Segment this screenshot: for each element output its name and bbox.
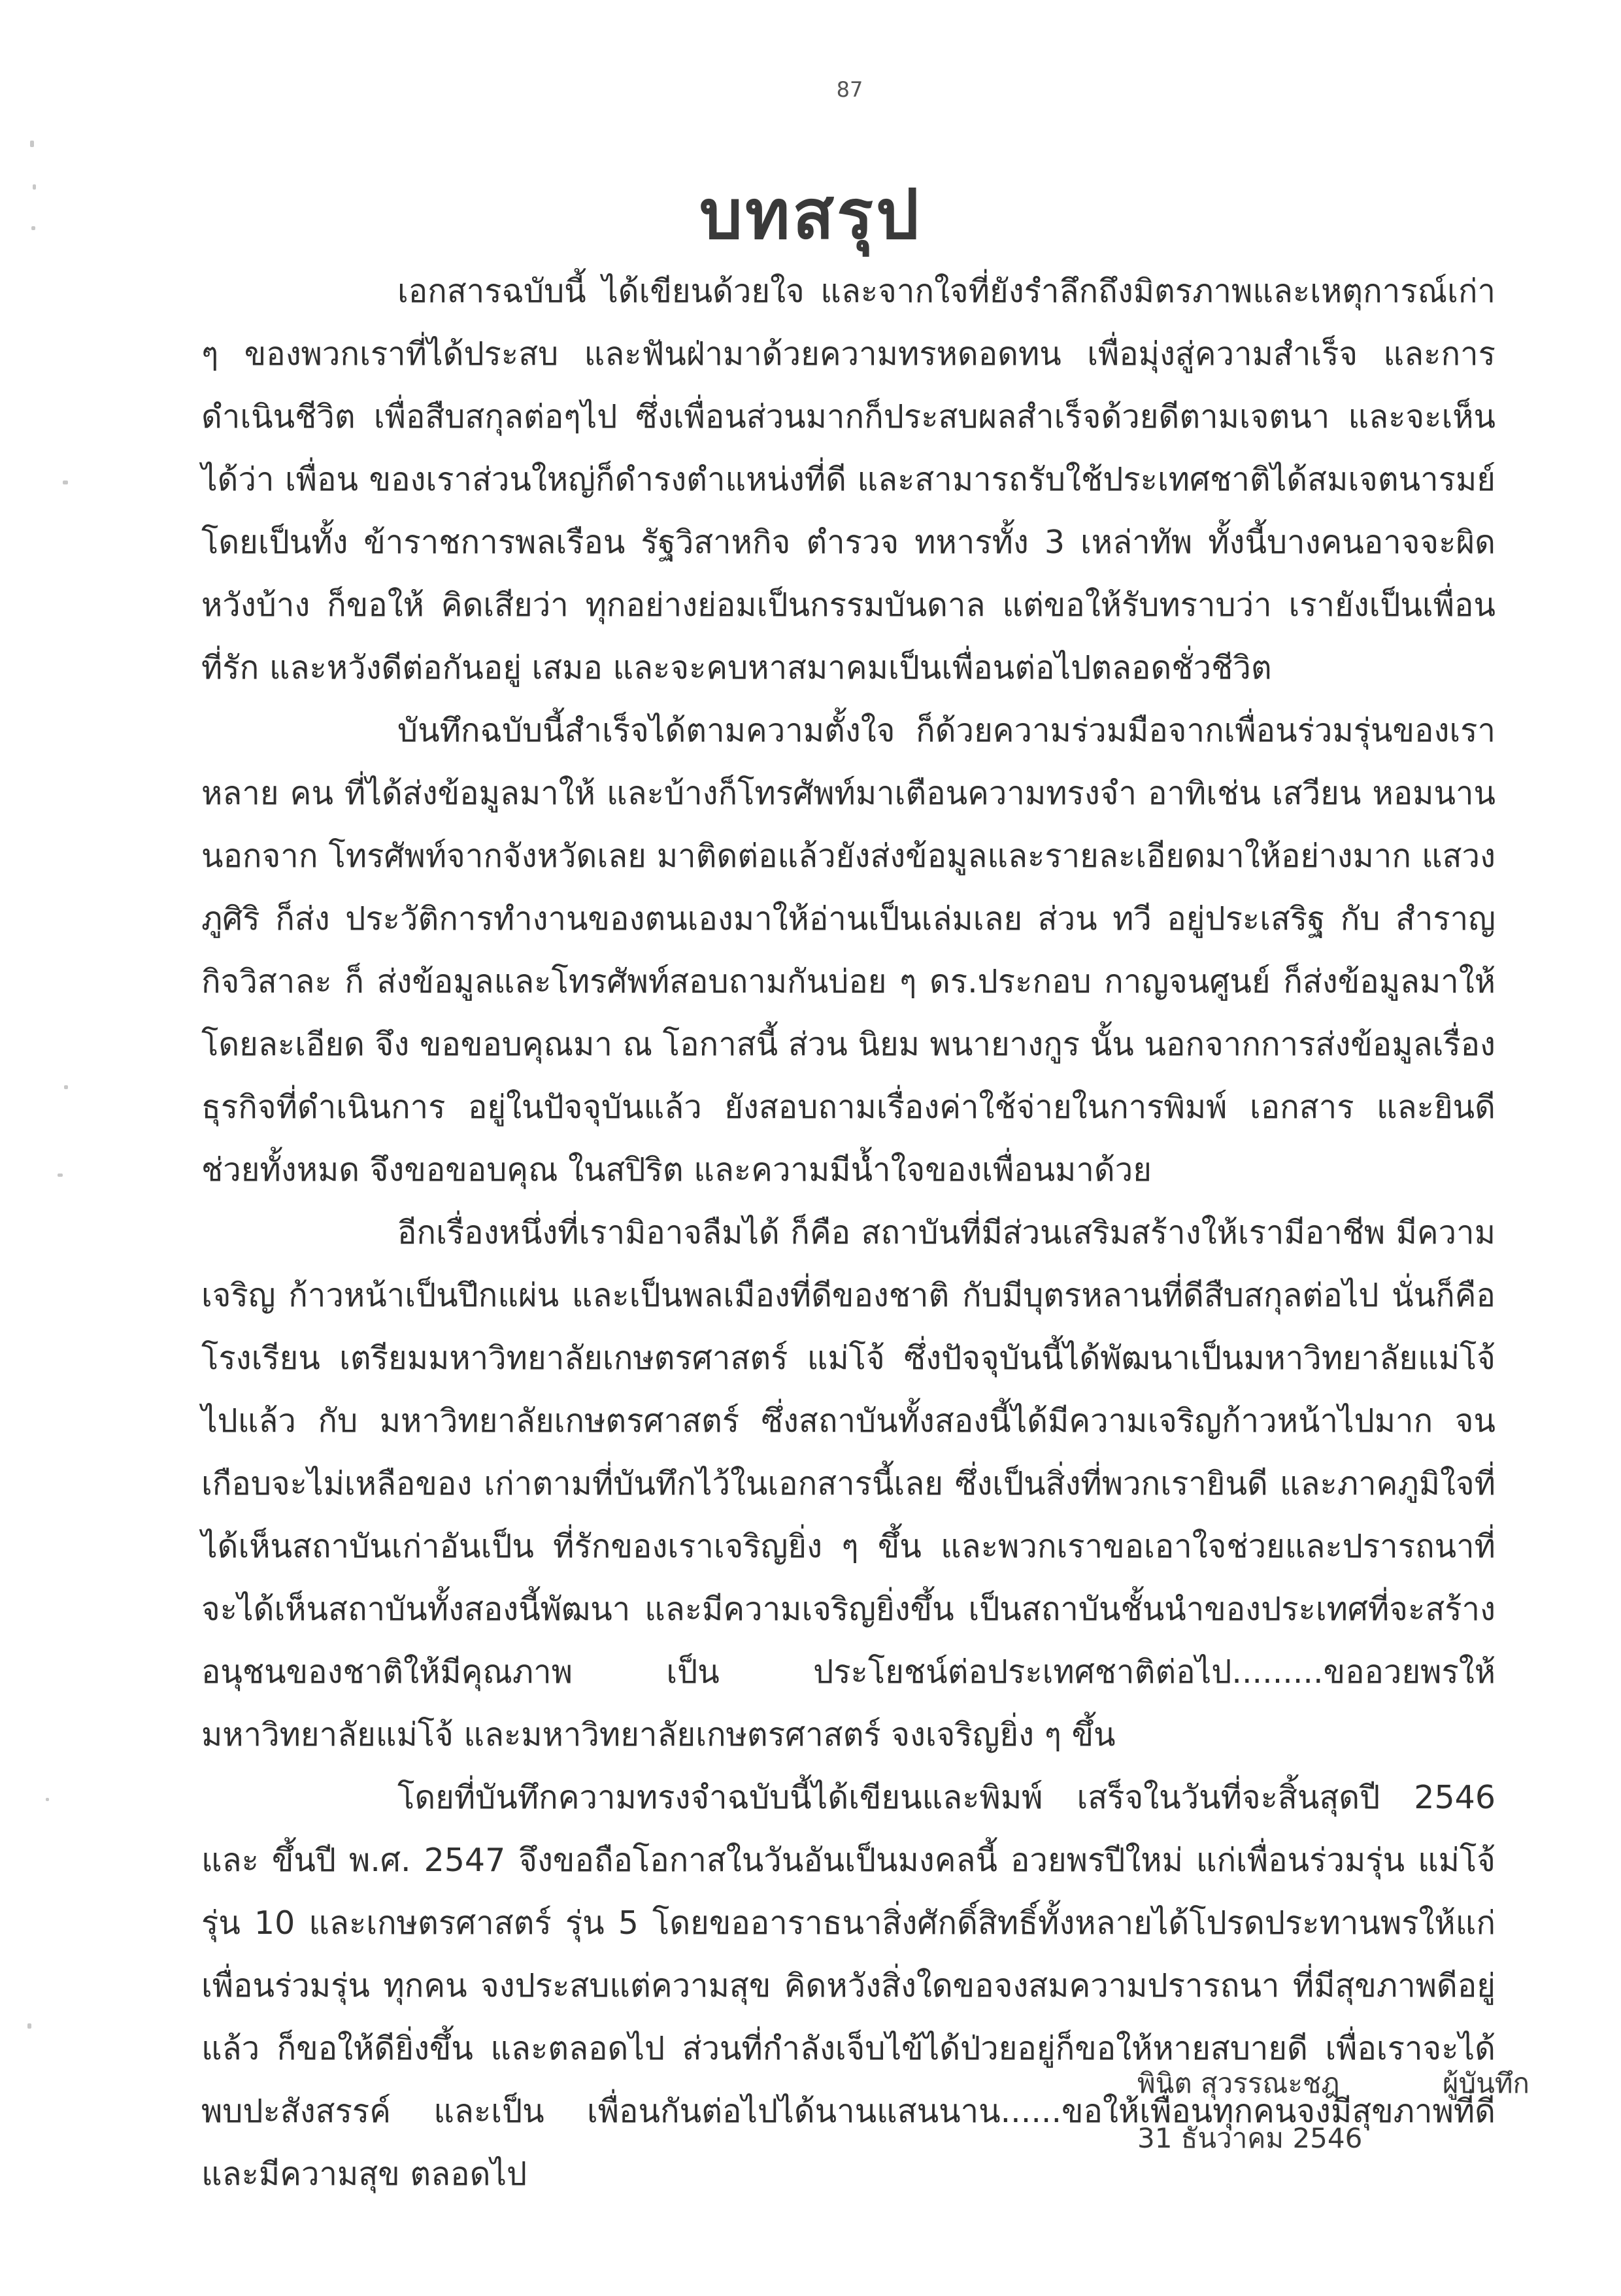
paragraph-2: บันทึกฉบับนี้สำเร็จได้ตามความตั้งใจ ก็ด้วยความร่วมมือจากเพื่อนร่วมรุ่นของเราหลาย คน ที่ได้ส่งข้อมูลมาให้ และบ้างก็โทรศัพท์มาเตือนความทรงจำ อาทิเช่น เสวียน หอมนาน นอกจาก โทรศัพท์จากจังหวัดเลย มาติดต่อแล้วยังส่งข้อมูลและรายละเอียดมาให้อย่างมาก แสวง ภูศิริ ก็ส่ง ประวัติการทำงานของตนเองมาให้อ่านเป็นเล่มเลย ส่วน ทวี อยู่ประเสริฐ กับ สำราญ กิจวิสาละ ก็ ส่งข้อมูลและโทรศัพท์สอบถามกันบ่อย ๆ ดร.ประกอบ กาญจนศูนย์ ก็ส่งข้อมูลมาให้โดยละเอียด จึง ขอขอบคุณมา ณ โอกาสนี้ ส่วน นิยม พนายางกูร นั้น นอกจากการส่งข้อมูลเรื่องธุรกิจที่ดำเนินการ อยู่ในปัจจุบันแล้ว ยังสอบถามเรื่องค่าใช้จ่ายในการพิมพ์ เอกสาร และยินดีช่วยทั้งหมด จึงขอขอบคุณ ในสปิริต และความมีน้ำใจของเพื่อนมาด้วย [201,712,1496,1189]
scan-speck [33,184,36,190]
signer-role: ผู้บันทึก [1442,2067,1529,2099]
scan-speck [64,1085,68,1089]
scan-speck [27,2023,31,2029]
scan-speck [31,226,35,230]
page-number: 87 [836,77,863,102]
scan-speck [58,1173,63,1177]
page-title: บทสรุป [699,175,922,254]
scan-speck [46,1798,49,1801]
document-body [201,260,1496,2206]
signature-date: 31 ธันวาคม 2546 [1137,2122,1363,2154]
paragraph-3: อีกเรื่องหนึ่งที่เรามิอาจลืมได้ ก็คือ สถาบันที่มีส่วนเสริมสร้างให้เรามีอาชีพ มีความเจริญ ก้าวหน้าเป็นปึกแผ่น และเป็นพลเมืองที่ดีของชาติ กับมีบุตรหลานที่ดีสืบสกุลต่อไป นั่นก็คือ โรงเรียน เตรียมมหาวิทยาลัยเกษตรศาสตร์ แม่โจ้ ซึ่งปัจจุบันนี้ได้พัฒนาเป็นมหาวิทยาลัยแม่โจ้ ไปแล้ว กับ มหาวิทยาลัยเกษตรศาสตร์ ซึ่งสถาบันทั้งสองนี้ได้มีความเจริญก้าวหน้าไปมาก จนเกือบจะไม่เหลือของ เก่าตามที่บันทึกไว้ในเอกสารนี้เลย ซึ่งเป็นสิ่งที่พวกเรายินดี และภาคภูมิใจที่ได้เห็นสถาบันเก่าอันเป็น ที่รักของเราเจริญยิ่ง ๆ ขึ้น และพวกเราขอเอาใจช่วยและปรารถนาที่จะได้เห็นสถาบันทั้งสองนี้พัฒนา และมีความเจริญยิ่งขึ้น เป็นสถาบันชั้นนำของประเทศที่จะสร้างอนุชนของชาติให้มีคุณภาพ เป็น ประโยชน์ต่อประเทศชาติต่อไป.........ขออวยพรให้มหาวิทยาลัยแม่โจ้ และมหาวิทยาลัยเกษตรศาสตร์ จงเจริญยิ่ง ๆ ขึ้น [201,1214,1496,1753]
scan-speck [63,481,68,484]
paragraph-4: โดยที่บันทึกความทรงจำฉบับนี้ได้เขียนและพิมพ์ เสร็จในวันที่จะสิ้นสุดปี 2546 และ ขึ้นปี พ.ศ. 2547 จึงขอถือโอกาสในวันอันเป็นมงคลนี้ อวยพรปีใหม่ แก่เพื่อนร่วมรุ่น แม่โจ้ รุ่น 10 และเกษตรศาสตร์ รุ่น 5 โดยขออาราธนาสิ่งศักดิ์สิทธิ์ทั้งหลายได้โปรดประทานพรให้แก่เพื่อนร่วมรุ่น ทุกคน จงประสบแต่ความสุข คิดหวังสิ่งใดขอจงสมความปรารถนา ที่มีสุขภาพดีอยู่แล้ว ก็ขอให้ดียิ่งขึ้น และตลอดไป ส่วนที่กำลังเจ็บไข้ได้ป่วยอยู่ก็ขอให้หายสบายดี เพื่อเราจะได้พบปะสังสรรค์ และเป็น เพื่อนกันต่อไปได้นานแสนนาน......ขอให้เพื่อนทุกคนจงมีสุขภาพที่ดี และมีความสุข ตลอดไป [201,1779,1496,2193]
signer-name: พินิต สุวรรณะชฎ [1137,2067,1340,2099]
signature-row [1137,2056,1529,2111]
signature-block [1137,2056,1529,2166]
scan-speck [30,141,34,147]
paragraph-1: เอกสารฉบับนี้ ได้เขียนด้วยใจ และจากใจที่ยังรำลึกถึงมิตรภาพและเหตุการณ์เก่า ๆ ของพวกเราที่ได้ประสบ และฟันฝ่ามาด้วยความทรหดอดทน เพื่อมุ่งสู่ความสำเร็จ และการดำเนินชีวิต เพื่อสืบสกุลต่อๆไป ซึ่งเพื่อนส่วนมากก็ประสบผลสำเร็จด้วยดีตามเจตนา และจะเห็นได้ว่า เพื่อน ของเราส่วนใหญ่ก็ดำรงตำแหน่งที่ดี และสามารถรับใช้ประเทศชาติได้สมเจตนารมย์ โดยเป็นทั้ง ข้าราชการพลเรือน รัฐวิสาหกิจ ตำรวจ ทหารทั้ง 3 เหล่าทัพ ทั้งนี้บางคนอาจจะผิดหวังบ้าง ก็ขอให้ คิดเสียว่า ทุกอย่างย่อมเป็นกรรมบันดาล แต่ขอให้รับทราบว่า เรายังเป็นเพื่อนที่รัก และหวังดีต่อกันอยู่ เสมอ และจะคบหาสมาคมเป็นเพื่อนต่อไปตลอดชั่วชีวิต [201,273,1496,686]
